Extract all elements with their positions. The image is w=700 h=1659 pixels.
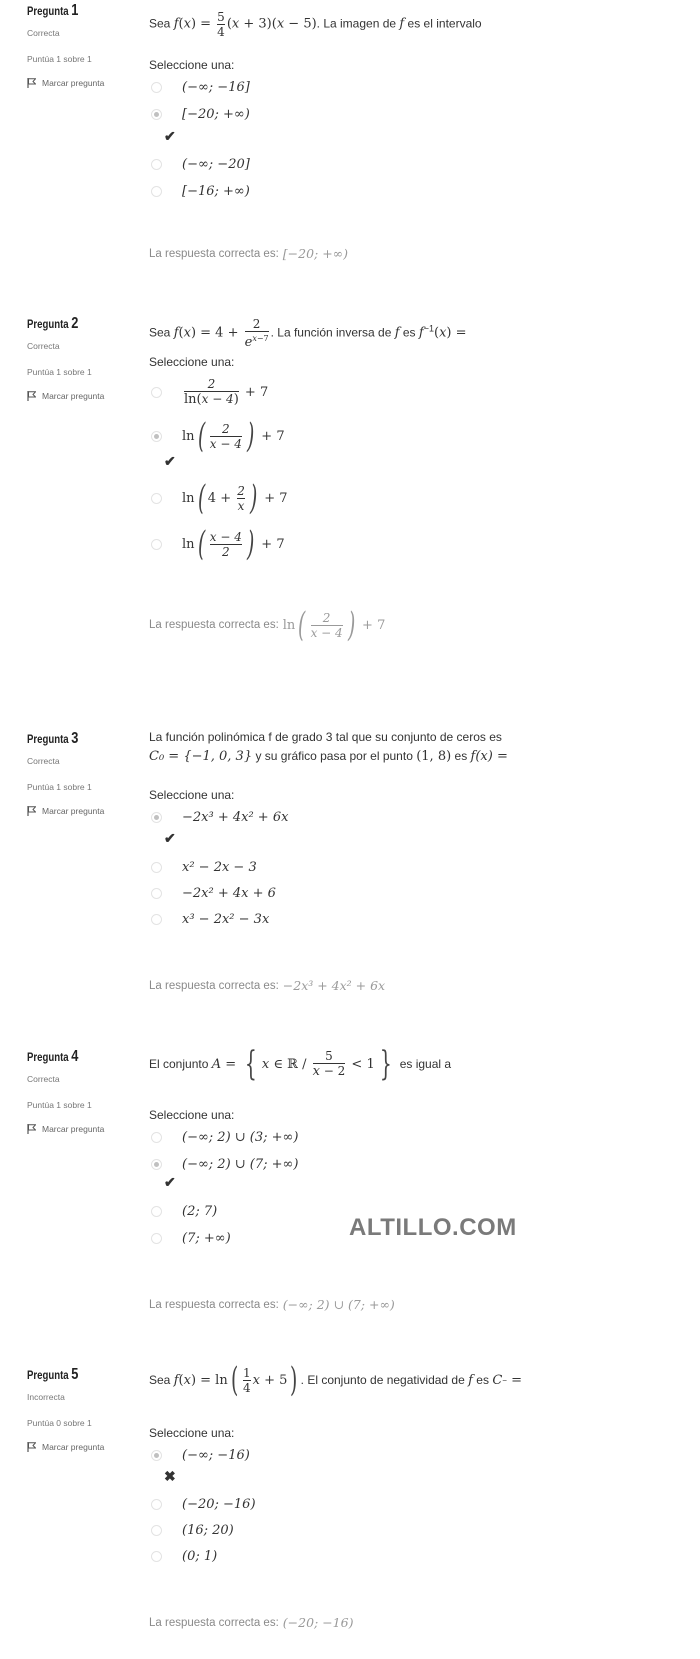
check-icon: ✔ (164, 453, 176, 469)
correct-answer: La respuesta correcta es: (−20; −16) (149, 1615, 354, 1630)
answer-option[interactable] (149, 478, 288, 518)
question-state: Correcta (27, 756, 60, 766)
question-number: Pregunta 4 (27, 1048, 79, 1065)
radio-button[interactable] (151, 1159, 162, 1170)
option-formula: ln ( 4 + $\frac{2}{x}$ ) + 7 (182, 478, 288, 518)
question-state: Correcta (27, 341, 60, 351)
flag-question-link[interactable]: Marcar pregunta (27, 1442, 137, 1452)
answer-option[interactable]: [−16; +∞) (149, 180, 250, 202)
answer-option[interactable]: −2x³ + 4x² + 6x (149, 806, 288, 828)
question-grade: Puntúa 1 sobre 1 (27, 54, 92, 64)
correct-answer: La respuesta correcta es: ln ( $\frac{2}{x - 4}$ ) + 7 (149, 605, 386, 645)
radio-button[interactable] (151, 1551, 162, 1562)
flag-icon (27, 806, 36, 816)
answer-option[interactable]: (−∞; −16] (149, 76, 250, 98)
watermark: ALTILLO.COM (349, 1214, 517, 1241)
option-formula: $\frac{2}{\ln(x - 4)}$ + 7 (184, 377, 269, 407)
question-state: Correcta (27, 28, 60, 38)
question-text: El conjunto A = { x ∈ ℝ / $\frac{5}{x - 2}$ < 1 } es igual a (149, 1044, 452, 1084)
question-text: Sea f ( x ) = ln ( $\frac{1}{4}$ x + 5 ) . El conjunto de negatividad de f es C − = (149, 1360, 522, 1400)
check-icon: ✔ (164, 830, 176, 846)
answer-option[interactable]: (16; 20) (149, 1519, 234, 1541)
question-number: Pregunta 2 (27, 315, 79, 332)
cross-icon: ✖ (164, 1468, 176, 1484)
radio-button[interactable] (151, 812, 162, 823)
answer-option[interactable]: (0; 1) (149, 1545, 217, 1567)
option-formula: ln ( $\frac{x - 4}{2}$ ) + 7 (182, 524, 285, 564)
answer-option[interactable]: (−∞; −16) (149, 1444, 250, 1466)
select-prompt: Seleccione una: (149, 1108, 235, 1122)
question-info (27, 315, 137, 401)
flag-question-link[interactable]: Marcar pregunta (27, 806, 137, 816)
flag-icon (27, 78, 36, 88)
answer-option[interactable]: (−∞; 2) ∪ (3; +∞) (149, 1126, 298, 1148)
answer-option[interactable]: x³ − 2x² − 3x (149, 908, 269, 930)
flag-icon (27, 391, 36, 401)
answer-option[interactable]: x² − 2x − 3 (149, 856, 257, 878)
question-grade: Puntúa 1 sobre 1 (27, 1100, 92, 1110)
radio-button[interactable] (151, 862, 162, 873)
radio-button[interactable] (151, 159, 162, 170)
question-info (27, 2, 137, 88)
answer-option[interactable]: (−∞; −20] (149, 153, 250, 175)
radio-button[interactable] (151, 186, 162, 197)
answer-option[interactable] (149, 377, 268, 407)
flag-icon (27, 1124, 36, 1134)
radio-button[interactable] (151, 1132, 162, 1143)
radio-button[interactable] (151, 1499, 162, 1510)
question-info (27, 730, 137, 816)
select-prompt: Seleccione una: (149, 58, 235, 72)
answer-option[interactable]: (2; 7) (149, 1200, 217, 1222)
radio-button[interactable] (151, 431, 162, 442)
radio-button[interactable] (151, 109, 162, 120)
question-info (27, 1366, 137, 1452)
check-icon: ✔ (164, 128, 176, 144)
answer-option[interactable]: −2x² + 4x + 6 (149, 882, 276, 904)
question-text: Sea f(x) = 4 + $\frac{2}{e^{x-7}}$ . La función inversa de f es $f^{-1}(x)$ = (149, 317, 467, 350)
radio-button[interactable] (151, 1525, 162, 1536)
flag-question-link[interactable]: Marcar pregunta (27, 78, 137, 88)
question-info (27, 1048, 137, 1134)
answer-option[interactable]: (7; +∞) (149, 1227, 231, 1249)
answer-option[interactable]: [−20; +∞) (149, 103, 250, 125)
question-number: Pregunta 5 (27, 1366, 79, 1383)
check-icon: ✔ (164, 1174, 176, 1190)
question-text-line-2: C₀ = {−1, 0, 3} y su gráfico pasa por el punto (1, 8) es f(x) = (149, 749, 508, 764)
question-text: Sea f(x) = $\frac{5}{4}$ (x + 3)(x − 5). La imagen de f es el intervalo (149, 10, 482, 39)
question-state: Incorrecta (27, 1392, 65, 1402)
radio-button[interactable] (151, 539, 162, 550)
question-grade: Puntúa 0 sobre 1 (27, 1418, 92, 1428)
correct-answer-formula: ln ( $\frac{2}{x - 4}$ ) + 7 (282, 605, 386, 645)
radio-button[interactable] (151, 1206, 162, 1217)
question-grade: Puntúa 1 sobre 1 (27, 782, 92, 792)
radio-button[interactable] (151, 493, 162, 504)
answer-option[interactable] (149, 524, 285, 564)
question-state: Correcta (27, 1074, 60, 1084)
radio-button[interactable] (151, 387, 162, 398)
flag-icon (27, 1442, 36, 1452)
select-prompt: Seleccione una: (149, 355, 235, 369)
option-formula: ln ( $\frac{2}{x - 4}$ ) + 7 (182, 416, 285, 456)
flag-question-link[interactable]: Marcar pregunta (27, 1124, 137, 1134)
radio-button[interactable] (151, 914, 162, 925)
radio-button[interactable] (151, 1233, 162, 1244)
correct-answer: La respuesta correcta es: [−20; +∞) (149, 246, 348, 261)
radio-button[interactable] (151, 888, 162, 899)
select-prompt: Seleccione una: (149, 788, 235, 802)
answer-option[interactable]: (−20; −16) (149, 1493, 256, 1515)
question-grade: Puntúa 1 sobre 1 (27, 367, 92, 377)
flag-question-link[interactable]: Marcar pregunta (27, 391, 137, 401)
question-number: Pregunta 3 (27, 730, 79, 747)
answer-option[interactable] (149, 416, 285, 456)
select-prompt: Seleccione una: (149, 1426, 235, 1440)
question-text-line-1: La función polinómica f de grado 3 tal que su conjunto de ceros es (149, 730, 502, 744)
radio-button[interactable] (151, 82, 162, 93)
correct-answer: La respuesta correcta es: (−∞; 2) ∪ (7; +∞) (149, 1297, 395, 1312)
question-number: Pregunta 1 (27, 2, 79, 19)
answer-option[interactable]: (−∞; 2) ∪ (7; +∞) (149, 1153, 298, 1175)
radio-button[interactable] (151, 1450, 162, 1461)
correct-answer: La respuesta correcta es: −2x³ + 4x² + 6x (149, 978, 386, 993)
